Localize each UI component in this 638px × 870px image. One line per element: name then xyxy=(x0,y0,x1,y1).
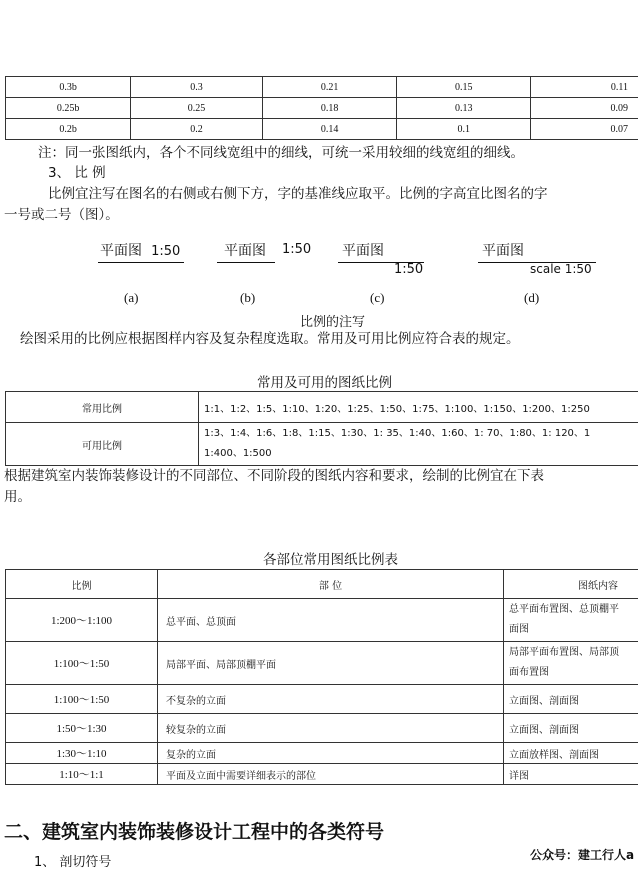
design-para-line1: 根据建筑室内装饰装修设计的不同部位、不同阶段的图纸内容和要求，绘制的比例宜在下表 xyxy=(4,466,544,486)
table-row xyxy=(6,714,638,743)
drawing-scale: 1:50 xyxy=(282,242,311,257)
part-cell: 局部平面、局部顶棚平面 xyxy=(158,642,504,685)
table-cell: 0.2 xyxy=(131,119,263,140)
table-row xyxy=(6,98,638,119)
column-header: 部 位 xyxy=(158,570,504,599)
ratio-cell: 1:10～1:1 xyxy=(6,764,158,785)
table-row xyxy=(6,764,638,785)
table-row xyxy=(6,77,638,98)
part-cell: 复杂的立面 xyxy=(158,743,504,764)
ratio-cell: 1:200～1:100 xyxy=(6,599,158,642)
table-header-row xyxy=(6,570,638,599)
note-line: 注：同一张图纸内，各个不同线宽组中的细线，可统一采用较细的线宽组的细线。 xyxy=(38,143,524,163)
content-cell: 立面放样图、剖面图 xyxy=(504,743,638,764)
content-cell xyxy=(504,599,638,642)
section2-heading: 二、建筑室内装饰装修设计工程中的各类符号 xyxy=(4,817,384,844)
available-values-line: 1:3、1:4、1:6、1:8、1:15、1:30、1: 35、1:40、1:60、1: 70、1:80、1: 120、1 xyxy=(204,424,638,444)
drawing-scale: 1:50 xyxy=(151,244,180,259)
ratio-table-title: 常用及可用的图纸比例 xyxy=(257,371,392,391)
example-label: (b) xyxy=(240,290,255,306)
ratio-table xyxy=(5,391,638,466)
part-cell: 较复杂的立面 xyxy=(158,714,504,743)
design-para-line2: 用。 xyxy=(4,487,31,507)
table-cell: 0.13 xyxy=(397,98,531,119)
title-underline xyxy=(217,262,275,263)
column-header: 比例 xyxy=(6,570,158,599)
ratio-cell: 1:50～1:30 xyxy=(6,714,158,743)
table-cell: 常用比例 xyxy=(6,392,199,423)
table-row xyxy=(6,743,638,764)
scale-para-line1: 比例宜注写在图名的右侧或右侧下方，字的基准线应取平。比例的字高宜比图名的字 xyxy=(48,184,548,204)
scale-example-a xyxy=(100,240,180,260)
content-line: 面图 xyxy=(509,620,638,640)
table-row xyxy=(6,599,638,642)
table-cell: 0.25 xyxy=(131,98,263,119)
table-row xyxy=(6,642,638,685)
table-cell: 可用比例 xyxy=(6,423,199,466)
table-cell: 0.11 xyxy=(531,77,638,98)
scale-para-line2: 一号或二号（图）。 xyxy=(4,205,119,225)
table-cell: 0.2b xyxy=(6,119,131,140)
table-cell: 0.21 xyxy=(262,77,397,98)
example-label: (a) xyxy=(124,290,138,306)
part-cell: 不复杂的立面 xyxy=(158,685,504,714)
drawing-title: 平面图 xyxy=(224,240,266,260)
table-cell: 0.1 xyxy=(397,119,531,140)
ratio-cell: 1:100～1:50 xyxy=(6,685,158,714)
ratio-cell: 1:100～1:50 xyxy=(6,642,158,685)
table-cell: 0.18 xyxy=(262,98,397,119)
content-cell: 立面图、剖面图 xyxy=(504,714,638,743)
table-row xyxy=(6,392,638,423)
section3-heading: 3、 比 例 xyxy=(48,163,106,183)
figure-caption: 比例的注写 xyxy=(300,311,365,330)
column-header: 图纸内容 xyxy=(504,570,638,599)
content-line: 局部平面布置图、局部顶 xyxy=(509,643,638,663)
table-cell: 1:1、1:2、1:5、1:10、1:20、1:25、1:50、1:75、1:100、1:150、1:200、1:250 xyxy=(199,392,638,423)
content-line: 面布置图 xyxy=(509,663,638,683)
table-row xyxy=(6,423,638,466)
part-cell: 总平面、总顶面 xyxy=(158,599,504,642)
table-cell: 0.07 xyxy=(531,119,638,140)
part-table-title: 各部位常用图纸比例表 xyxy=(263,548,398,568)
available-values-line: 1:400、1:500 xyxy=(204,444,638,464)
table-cell: 0.3 xyxy=(131,77,263,98)
table-cell: 0.3b xyxy=(6,77,131,98)
content-cell xyxy=(504,642,638,685)
table-cell xyxy=(199,423,638,466)
select-para: 绘图采用的比例应根据图样内容及复杂程度选取。常用及可用比例应符合表的规定。 xyxy=(20,329,520,349)
title-underline xyxy=(98,262,184,263)
drawing-title: 平面图 xyxy=(482,240,524,260)
ratio-cell: 1:30～1:10 xyxy=(6,743,158,764)
content-cell: 立面图、剖面图 xyxy=(504,685,638,714)
section2-item1: 1、 剖切符号 xyxy=(34,851,111,870)
table-row xyxy=(6,685,638,714)
example-label: (c) xyxy=(370,290,384,306)
table-cell: 0.25b xyxy=(6,98,131,119)
content-cell: 详图 xyxy=(504,764,638,785)
drawing-scale: scale 1:50 xyxy=(530,262,592,276)
table-cell: 0.09 xyxy=(531,98,638,119)
table-cell: 0.15 xyxy=(397,77,531,98)
content-line: 总平面布置图、总顶棚平 xyxy=(509,600,638,620)
drawing-title: 平面图 xyxy=(342,240,384,260)
watermark: 公众号：建工行人a xyxy=(528,846,634,863)
table-cell: 0.14 xyxy=(262,119,397,140)
example-label: (d) xyxy=(524,290,539,306)
drawing-title: 平面图 xyxy=(100,243,142,259)
part-ratio-table xyxy=(5,569,638,785)
table-row xyxy=(6,119,638,140)
drawing-scale: 1:50 xyxy=(394,262,423,277)
part-cell: 平面及立面中需要详细表示的部位 xyxy=(158,764,504,785)
line-width-table xyxy=(5,76,638,140)
